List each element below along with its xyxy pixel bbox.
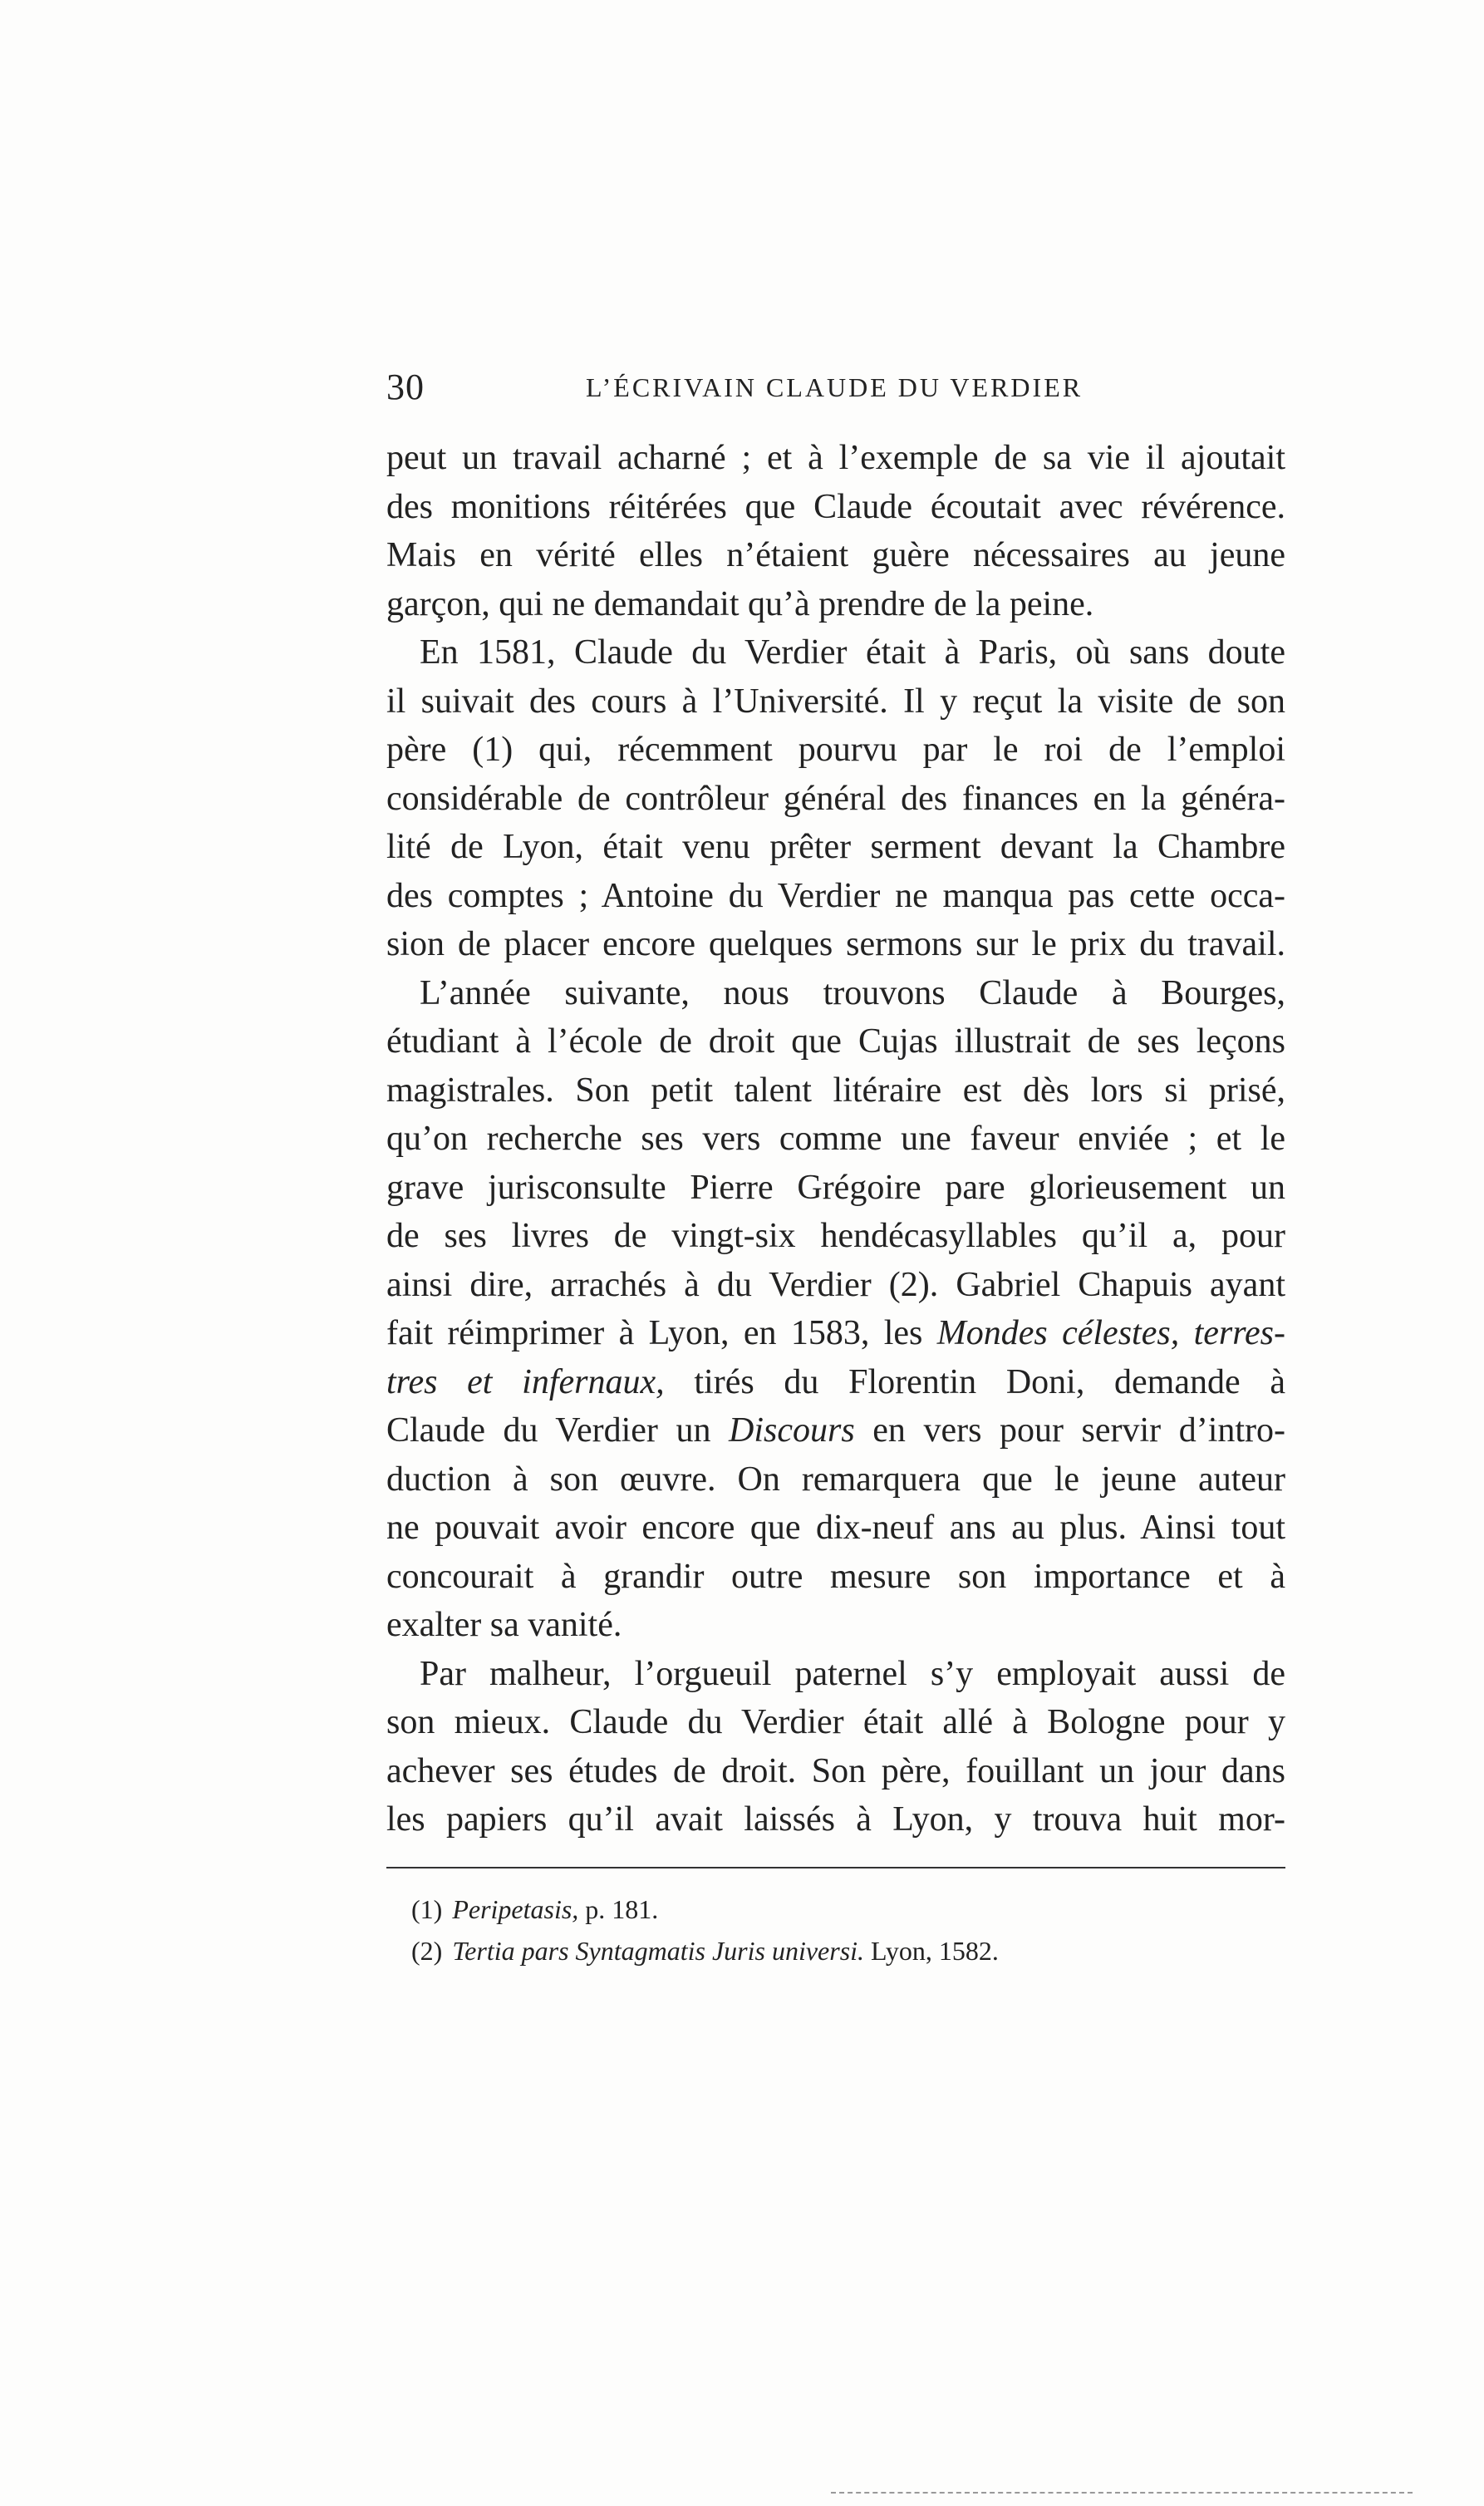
paragraph-3 — [386, 969, 1285, 1650]
italic-title: tres et infernaux, — [386, 1362, 665, 1401]
italic-title: Discours — [729, 1411, 855, 1450]
running-head: L’ÉCRIVAIN CLAUDE DU VERDIER — [586, 372, 1084, 402]
text-line: qu’on recherche ses vers comme une faveur enviée ; et le — [386, 1120, 1285, 1158]
footnote-mark: (1) — [411, 1894, 443, 1924]
italic-title: Mondes célestes, terres- — [936, 1314, 1285, 1352]
footnote-mark: (2) — [411, 1936, 443, 1966]
text-line: son mieux. Claude du Verdier était allé à Bologne pour y — [386, 1703, 1285, 1741]
paragraph-4 — [386, 1650, 1285, 1844]
text-run: tirés du Florentin Doni, demande à — [664, 1362, 1285, 1401]
text-line: lité de Lyon, était venu prêter serment devant la Chambre — [386, 828, 1285, 866]
text-run: Claude du Verdier un — [386, 1411, 730, 1450]
text-line: peut un travail acharné ; et à l’exemple de sa vie il ajoutait — [386, 439, 1285, 477]
text-line: L’année suivante, nous trouvons Claude à Bourges, — [420, 973, 1285, 1012]
body-text — [386, 434, 1285, 1844]
text-line — [386, 1358, 1285, 1407]
scan-artifact-line — [831, 2492, 1413, 2494]
text-line — [386, 1309, 1285, 1358]
text-line: concourait à grandir outre mesure son importance et à — [386, 1557, 1285, 1596]
footnote-title: Peripetasis, — [452, 1894, 579, 1924]
text-line: père (1) qui, récemment pourvu par le roi de l’emploi — [386, 731, 1285, 769]
text-line: exalter sa vanité. — [386, 1606, 622, 1644]
text-line: garçon, qui ne demandait qu’à prendre de la peine. — [386, 584, 1094, 623]
text-line: de ses livres de vingt-six hendécasyllables qu’il a, pour — [386, 1217, 1285, 1255]
footnote-title: Tertia pars Syntagmatis Juris universi. — [452, 1936, 865, 1966]
footnote-2 — [411, 1930, 1284, 1972]
text-run: fait réimprimer à Lyon, en 1583, les — [386, 1314, 937, 1352]
text-line: des comptes ; Antoine du Verdier ne manqua pas cette occa- — [386, 876, 1285, 915]
text-line: sion de placer encore quelques sermons sur le prix du travail. — [386, 925, 1285, 963]
text-line: les papiers qu’il avait laissés à Lyon, y trouva huit mor- — [386, 1800, 1285, 1839]
text-line: Par malheur, l’orgueuil paternel s’y employait aussi de — [420, 1654, 1285, 1693]
text-run: en vers pour servir d’intro- — [854, 1411, 1285, 1450]
text-line: En 1581, Claude du Verdier était à Paris, où sans doute — [420, 633, 1285, 672]
text-line: il suivait des cours à l’Université. Il y reçut la visite de son — [386, 682, 1285, 721]
page-number: 30 — [386, 367, 425, 407]
page-header — [386, 366, 1292, 416]
footnote-text: p. 181. — [578, 1894, 659, 1924]
paragraph-2 — [386, 628, 1285, 969]
footnote-rule — [386, 1867, 1285, 1868]
text-line: ainsi dire, arrachés à du Verdier (2). Gabriel Chapuis ayant — [386, 1265, 1285, 1304]
footnote-1 — [411, 1888, 1284, 1930]
footnotes — [411, 1888, 1284, 1972]
text-line: ne pouvait avoir encore que dix-neuf ans au plus. Ainsi tout — [386, 1509, 1285, 1547]
text-line: grave jurisconsulte Pierre Grégoire pare glorieusement un — [386, 1168, 1285, 1207]
text-line: des monitions réitérées que Claude écoutait avec révérence. — [386, 487, 1285, 526]
text-line: duction à son œuvre. On remarquera que le jeune auteur — [386, 1460, 1285, 1499]
paragraph-1 — [386, 434, 1285, 628]
text-line: magistrales. Son petit talent litéraire est dès lors si prisé, — [386, 1071, 1285, 1110]
text-line: achever ses études de droit. Son père, fouillant un jour dans — [386, 1751, 1285, 1790]
text-line — [386, 1406, 1285, 1455]
text-line: étudiant à l’école de droit que Cujas illustrait de ses leçons — [386, 1022, 1285, 1061]
footnote-text: Lyon, 1582. — [864, 1936, 999, 1966]
text-line: Mais en vérité elles n’étaient guère nécessaires au jeune — [386, 536, 1285, 574]
text-line: considérable de contrôleur général des finances en la généra- — [386, 779, 1285, 818]
